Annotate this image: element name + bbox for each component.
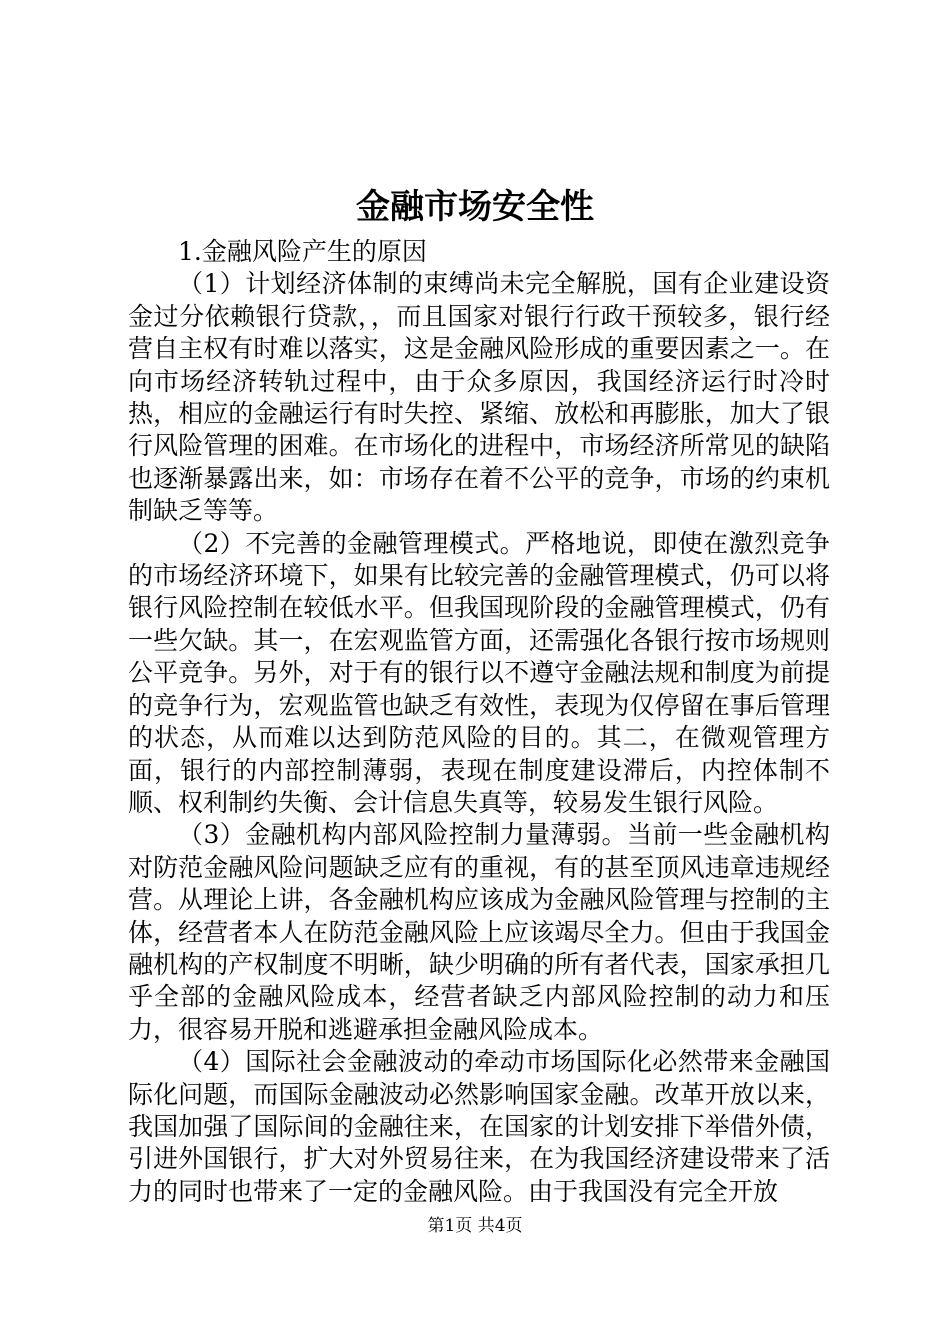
document-body [128,236,830,1208]
section-heading: 1.金融风险产生的原因 [178,237,427,266]
paragraph-3: （3）金融机构内部风险控制力量薄弱。当前一些金融机构对防范金融风险问题缺乏应有的重视，有的甚至顶风违章违规经营。从理论上讲，各金融机构应该成为金融风险管理与控制的主体，经营者本人在防范金融风险上应该竭尽全力。但由于我国金融机构的产权制度不明晰，缺少明确的所有者代表，国家承担几乎全部的金融风险成本，经营者缺乏内部风险控制的动力和压力，很容易开脱和逃避承担金融风险成本。 [128,820,830,1044]
paragraph-1: （1）计划经济体制的束缚尚未完全解脱，国有企业建设资金过分依赖银行贷款，，而且国家对银行行政干预较多，银行经营自主权有时难以落实，这是金融风险形成的重要因素之一。在向市场经济转轨过程中，由于众多原因，我国经济运行时冷时热，相应的金融运行有时失控、紧缩、放松和再膨胀，加大了银行风险管理的困难。在市场化的进程中，市场经济所常见的缺陷也逐渐暴露出来，如：市场存在着不公平的竞争，市场的约束机制缺乏等等。 [128,269,830,526]
paragraph-4: （4）国际社会金融波动的牵动市场国际化必然带来金融国际化问题，而国际金融波动必然影响国家金融。改革开放以来，我国加强了国际间的金融往来，在国家的计划安排下举借外债，引进外国银行，扩大对外贸易往来，在为我国经济建设带来了活力的同时也带来了一定的金融风险。由于我国没有完全开放 [128,1047,830,1206]
page-number-footer: 第1页 共4页 [427,1216,523,1236]
paragraph-2: （2）不完善的金融管理模式。严格地说，即使在激烈竞争的市场经济环境下，如果有比较完善的金融管理模式，仍可以将银行风险控制在较低水平。但我国现阶段的金融管理模式，仍有一些欠缺。其一，在宏观监管方面，还需强化各银行按市场规则公平竞争。另外，对于有的银行以不遵守金融法规和制度为前提的竞争行为，宏观监管也缺乏有效性，表现为仅停留在事后管理的状态，从而难以达到防范风险的目的。其二，在微观管理方面，银行的内部控制薄弱，表现在制度建设滞后，内控体制不顺、权利制约失衡、会计信息失真等，较易发生银行风险。 [128,528,830,817]
document-title: 金融市场安全性 [356,187,594,227]
